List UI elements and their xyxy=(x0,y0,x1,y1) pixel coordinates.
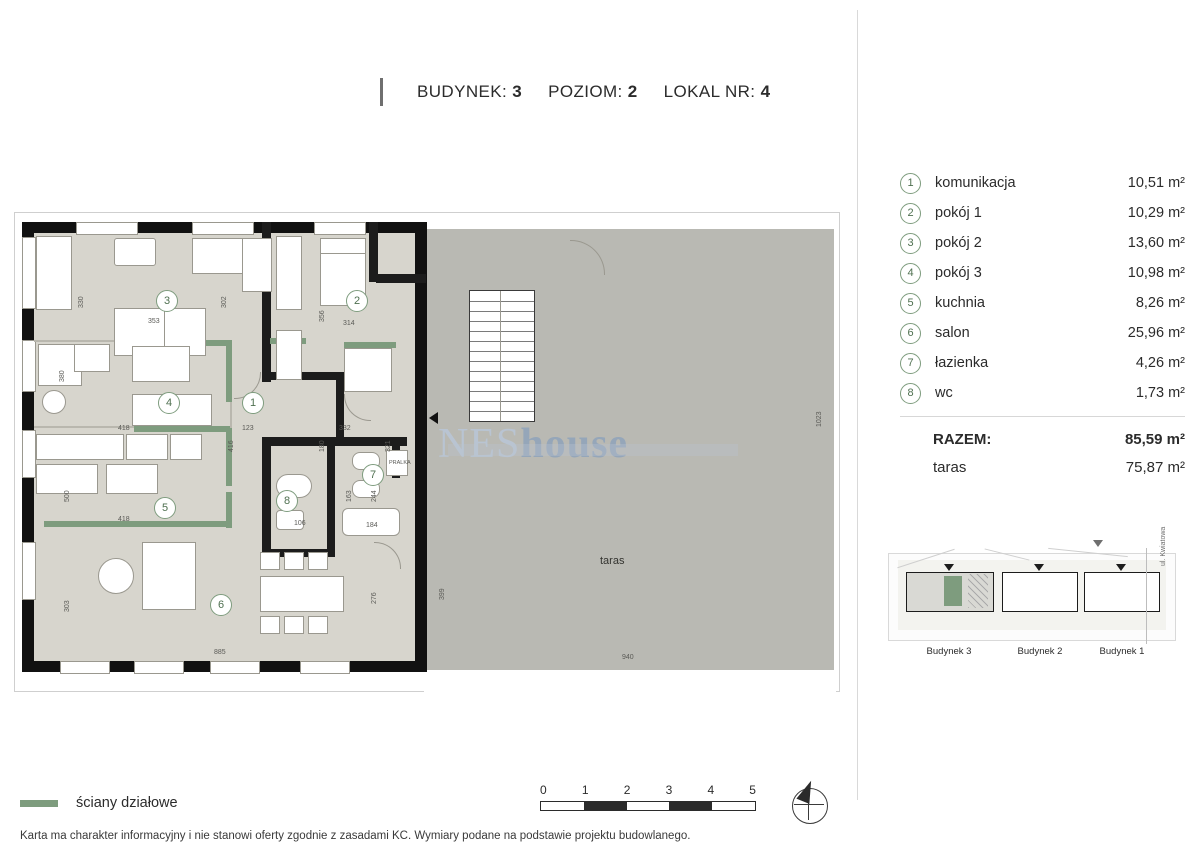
header-building-label: BUDYNEK: xyxy=(417,82,508,101)
legend-terrace-area: 75,87 m² xyxy=(1125,458,1185,476)
stair-step xyxy=(470,331,534,332)
plan-header xyxy=(380,78,796,106)
wall-exterior-right xyxy=(415,222,427,672)
stair-step xyxy=(470,391,534,392)
scale-bar xyxy=(540,783,756,811)
header-unit xyxy=(664,82,771,102)
plan-room-badge-5: 5 xyxy=(154,497,176,519)
legend-room-area: 4,26 m² xyxy=(1135,355,1185,371)
plan-room-badge-4: 4 xyxy=(158,392,180,414)
dimension-label: 106 xyxy=(294,520,306,527)
dimension-label: 380 xyxy=(59,370,66,382)
stair-step xyxy=(470,311,534,312)
site-map-marker-icon xyxy=(1034,564,1044,571)
window-left-2 xyxy=(22,340,36,392)
wall-interior-9 xyxy=(369,222,378,282)
dimension-label: 332 xyxy=(339,425,351,432)
dimension-label: 500 xyxy=(64,490,71,502)
window-bottom-3 xyxy=(210,661,260,674)
vertical-divider xyxy=(857,10,858,800)
partition-wall-green-2 xyxy=(226,340,232,402)
site-map-caption: Budynek 2 xyxy=(1017,646,1063,657)
scale-segment xyxy=(584,802,627,810)
legend-row xyxy=(900,348,1185,378)
legend-room-area: 10,29 m² xyxy=(1127,205,1185,221)
header-level xyxy=(548,82,638,102)
furniture-table xyxy=(132,346,190,382)
legend-room-area: 8,26 m² xyxy=(1135,295,1185,311)
legend-number-badge: 7 xyxy=(900,353,921,374)
dimension-label: 163 xyxy=(346,490,353,502)
site-map-hatch xyxy=(968,574,988,608)
furniture-sofa xyxy=(142,542,196,610)
watermark-light: NES xyxy=(438,421,521,467)
furniture-chair-4 xyxy=(284,552,304,570)
dimension-label: 276 xyxy=(371,592,378,604)
furniture-stove xyxy=(36,434,124,460)
watermark-dark: house xyxy=(520,421,629,467)
furniture-dining-table xyxy=(260,576,344,612)
appliance-label: PRALKA xyxy=(389,460,411,466)
furniture-wardrobe xyxy=(36,236,72,310)
scale-segment xyxy=(541,802,584,810)
plan-room-badge-8: 8 xyxy=(276,490,298,512)
window-bottom-4 xyxy=(300,661,350,674)
dimension-label: 321 xyxy=(385,440,392,452)
scale-bar-segments xyxy=(540,801,756,811)
scale-segment xyxy=(669,802,712,810)
scale-segment xyxy=(627,802,670,810)
site-map-caption: Budynek 1 xyxy=(1099,646,1145,657)
stair-step xyxy=(470,341,534,342)
legend-row xyxy=(900,228,1185,258)
stair-rail xyxy=(500,291,501,421)
legend-row xyxy=(900,318,1185,348)
legend-divider xyxy=(900,416,1185,417)
dimension-label: 330 xyxy=(78,296,85,308)
site-map-marker-icon xyxy=(1116,564,1126,571)
furniture-round-table xyxy=(98,558,134,594)
room-legend xyxy=(900,168,1185,481)
plan-white-strip xyxy=(424,670,836,692)
stair-step xyxy=(470,351,534,352)
furniture-chair xyxy=(114,238,156,266)
furniture-chair-6 xyxy=(260,616,280,634)
site-map-entry-icon xyxy=(1093,540,1103,547)
scale-tick: 3 xyxy=(665,783,673,797)
header-building-value: 3 xyxy=(512,82,523,101)
furniture-counter xyxy=(126,434,168,460)
window-left-3 xyxy=(22,430,36,478)
scale-tick: 5 xyxy=(749,783,756,797)
furniture-pillow xyxy=(320,238,366,254)
window-left-4 xyxy=(22,542,36,600)
wall-interior-4 xyxy=(327,442,335,557)
legend-total-area: 85,59 m² xyxy=(1124,430,1185,448)
entry-direction-icon xyxy=(429,412,438,424)
plan-room-badge-2: 2 xyxy=(346,290,368,312)
legend-room-area: 10,51 m² xyxy=(1127,175,1185,191)
legend-terrace-row xyxy=(900,453,1185,481)
stair-step xyxy=(470,381,534,382)
legend-row xyxy=(900,378,1185,408)
scale-ticks xyxy=(540,783,756,797)
furniture-kitchen-unit xyxy=(106,464,158,494)
dimension-label: 416 xyxy=(228,440,235,452)
window-bottom-2 xyxy=(134,661,184,674)
header-building xyxy=(417,82,522,102)
legend-room-name: kuchnia xyxy=(935,295,985,311)
scale-tick: 2 xyxy=(623,783,631,797)
header-accent-bar xyxy=(380,78,383,106)
terrace-label: taras xyxy=(600,555,625,567)
header-level-label: POZIOM: xyxy=(548,82,623,101)
stair-step xyxy=(470,401,534,402)
staircase xyxy=(469,290,535,422)
dimension-label: 885 xyxy=(214,649,226,656)
legend-room-name: pokój 3 xyxy=(935,265,982,281)
header-unit-label: LOKAL NR: xyxy=(663,82,756,101)
furniture-sink-1 xyxy=(42,390,66,414)
furniture-sink-2 xyxy=(170,434,202,460)
site-map-street-line xyxy=(1146,548,1147,644)
legend-room-area: 10,98 m² xyxy=(1127,265,1185,281)
legend-room-area: 13,60 m² xyxy=(1127,235,1185,251)
watermark xyxy=(438,420,628,468)
legend-row xyxy=(900,288,1185,318)
partition-wall-green-3 xyxy=(134,426,232,432)
site-map-building-1 xyxy=(1084,572,1160,612)
site-map-highlighted-unit xyxy=(944,576,962,606)
scale-segment xyxy=(712,802,755,810)
partition-wall-green-6 xyxy=(226,492,232,528)
plan-room-badge-3: 3 xyxy=(156,290,178,312)
dimension-label: 399 xyxy=(439,588,446,600)
room-divider-3 xyxy=(230,402,232,428)
legend-room-name: łazienka xyxy=(935,355,989,371)
legend-room-name: komunikacja xyxy=(935,175,1016,191)
dimension-label: 353 xyxy=(148,318,160,325)
furniture-chair-3 xyxy=(260,552,280,570)
stair-step xyxy=(470,411,534,412)
legend-total-label: RAZEM: xyxy=(933,430,992,448)
legend-terrace-label: taras xyxy=(933,458,967,476)
legend-total-row xyxy=(900,425,1185,453)
stair-step xyxy=(470,301,534,302)
north-arrow-axis xyxy=(794,804,824,805)
furniture-desk-2 xyxy=(276,330,302,380)
legend-room-name: salon xyxy=(935,325,970,341)
header-unit-value: 4 xyxy=(760,82,771,101)
site-map-building-2 xyxy=(1002,572,1078,612)
legend-number-badge: 2 xyxy=(900,203,921,224)
partition-wall-green-5 xyxy=(44,521,232,527)
scale-tick: 4 xyxy=(707,783,715,797)
north-arrow-icon xyxy=(786,780,834,828)
window-bottom-1 xyxy=(60,661,110,674)
dimension-label: 314 xyxy=(343,320,355,327)
dimension-label: 123 xyxy=(242,425,254,432)
legend-number-badge: 6 xyxy=(900,323,921,344)
legend-number-badge: 1 xyxy=(900,173,921,194)
partition-wall-green-4 xyxy=(226,426,232,486)
site-map xyxy=(888,528,1178,668)
window-top-2 xyxy=(192,222,254,235)
stair-step xyxy=(470,361,534,362)
legend-number-badge: 4 xyxy=(900,263,921,284)
furniture-cabinet xyxy=(242,238,272,292)
furniture-wardrobe-3 xyxy=(344,348,392,392)
disclaimer-text: Karta ma charakter informacyjny i nie stanowi oferty zgodnie z zasadami KC. Wymiary podane na podstawie projektu budowlanego. xyxy=(20,830,691,842)
dimension-label: 356 xyxy=(319,310,326,322)
legend-number-badge: 3 xyxy=(900,233,921,254)
plan-room-badge-1: 1 xyxy=(242,392,264,414)
header-level-value: 2 xyxy=(627,82,638,101)
dimension-label: 302 xyxy=(221,296,228,308)
site-map-street-label: ul. Kwiatowa xyxy=(1160,526,1167,566)
legend-number-badge: 5 xyxy=(900,293,921,314)
window-left-1 xyxy=(22,237,36,309)
legend-row xyxy=(900,258,1185,288)
wall-interior-10 xyxy=(376,274,426,283)
dimension-label: 940 xyxy=(622,654,634,661)
site-map-caption: Budynek 3 xyxy=(926,646,972,657)
dimension-label: 1023 xyxy=(816,411,823,427)
scale-tick: 0 xyxy=(540,783,547,797)
legend-room-area: 1,73 m² xyxy=(1135,385,1185,401)
furniture-chair-7 xyxy=(284,616,304,634)
scale-tick: 1 xyxy=(581,783,589,797)
dimension-label: 303 xyxy=(64,600,71,612)
dimension-label: 244 xyxy=(371,490,378,502)
legend-number-badge: 8 xyxy=(900,383,921,404)
window-top-1 xyxy=(76,222,138,235)
furniture-chair-5 xyxy=(308,552,328,570)
plan-room-badge-6: 6 xyxy=(210,594,232,616)
legend-room-name: pokój 1 xyxy=(935,205,982,221)
dimension-label: 180 xyxy=(319,440,326,452)
dimension-label: 418 xyxy=(118,425,130,432)
partition-legend-label: ściany działowe xyxy=(76,795,178,811)
site-map-marker-icon xyxy=(944,564,954,571)
plan-room-badge-7: 7 xyxy=(362,464,384,486)
furniture-chair-2 xyxy=(74,344,110,372)
stair-step xyxy=(470,371,534,372)
furniture-line xyxy=(36,236,70,237)
legend-room-name: wc xyxy=(935,385,953,401)
legend-row xyxy=(900,198,1185,228)
dimension-label: 418 xyxy=(118,516,130,523)
partition-color-swatch xyxy=(20,800,58,807)
legend-room-name: pokój 2 xyxy=(935,235,982,251)
furniture-wardrobe-2 xyxy=(276,236,302,310)
furniture-chair-8 xyxy=(308,616,328,634)
window-top-3 xyxy=(314,222,366,235)
watermark-bar xyxy=(448,444,738,456)
dimension-label: 184 xyxy=(366,522,378,529)
legend-row xyxy=(900,168,1185,198)
wall-interior-2 xyxy=(262,442,271,557)
stair-step xyxy=(470,321,534,322)
legend-room-area: 25,96 m² xyxy=(1127,325,1185,341)
partition-legend xyxy=(20,795,178,811)
